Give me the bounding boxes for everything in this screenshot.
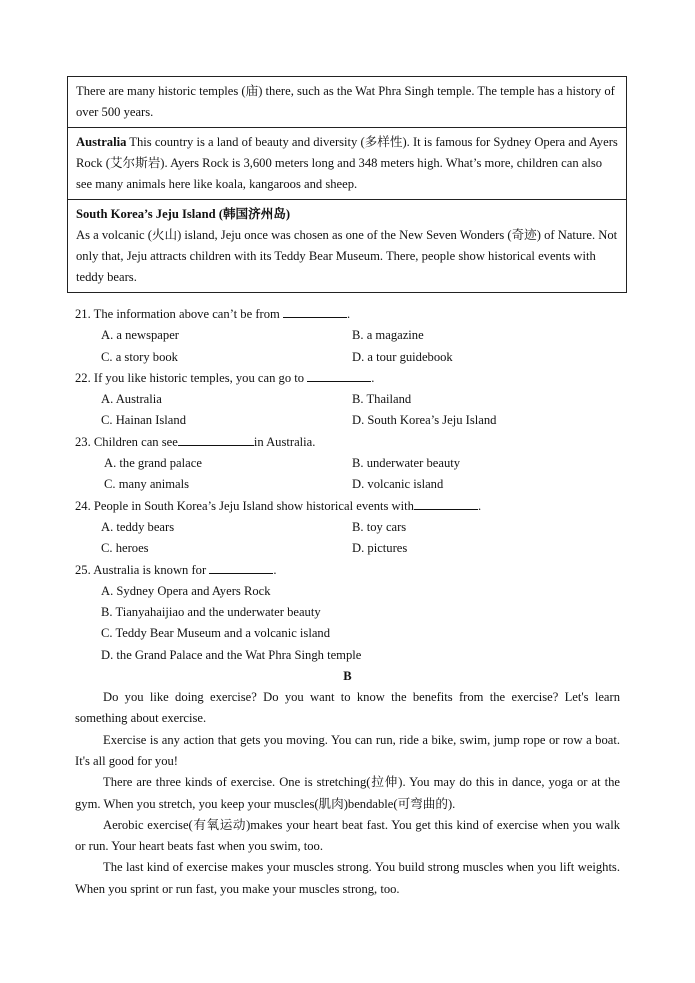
answer-blank: [209, 560, 273, 574]
question-21: [75, 304, 635, 325]
option-a: A. Sydney Opera and Ayers Rock: [101, 583, 271, 598]
option-c: C. Hainan Island: [101, 413, 186, 428]
option-a: A. the grand palace: [104, 456, 202, 471]
options-row: [75, 517, 635, 538]
passage-thailand-cell: [68, 77, 626, 127]
questions-area: [75, 304, 635, 900]
options-row: [75, 389, 635, 410]
question-stem: 21. The information above can’t be from: [75, 307, 283, 321]
section-b-paragraph: There are three kinds of exercise. One is stretching(拉伸). You may do this in dance, yoga or at the gym. When you stretch, you keep your muscles(肌肉)bendable(可弯曲的).: [75, 775, 620, 811]
passage-jeju-heading-cn: (韩国济州岛): [215, 207, 291, 221]
question-stem: 24. People in South Korea’s Jeju Island show historical events with: [75, 498, 414, 513]
passage-australia-heading: Australia: [76, 135, 127, 149]
question-25: [75, 560, 635, 581]
question-stem: 22. If you like historic temples, you can go to: [75, 370, 308, 385]
option-d: D. South Korea’s Jeju Island: [352, 413, 497, 428]
options-row: [75, 347, 635, 368]
option-b: B. a magazine: [352, 328, 424, 343]
section-b-paragraph: The last kind of exercise makes your muscles strong. You build strong muscles when you lift weights. When you sprint or run fast, you make your muscles strong, too.: [75, 860, 620, 896]
passage-australia-text: This country is a land of beauty and diversity (多样性). It is famous for Sydney Opera and Ayers Rock (艾尔斯岩). Ayers Rock is 3,600 meters long and 348 meters high. What’s more, children can also see many animals here like koala, kangaroos and sheep.: [76, 135, 618, 191]
question-22: [75, 368, 635, 389]
passage-australia-cell: [68, 127, 626, 199]
question-stem-end: .: [371, 370, 375, 385]
option-b: B. Tianyahaijiao and the underwater beauty: [101, 605, 321, 620]
passage-jeju-text: As a volcanic (火山) island, Jeju once was chosen as one of the New Seven Wonders (奇迹) of Nature. Not only that, Jeju attracts children with its Teddy Bear Museum. There, people show historical events with teddy bears.: [76, 228, 618, 284]
section-b-paragraph: Do you like doing exercise? Do you want to know the benefits from the exercise? Let's learn something about exercise.: [75, 690, 620, 726]
option-c: C. Teddy Bear Museum and a volcanic island: [101, 626, 331, 641]
section-b-heading: B: [343, 669, 352, 684]
question-stem-end: .: [273, 562, 277, 577]
options-row: [75, 474, 635, 495]
passage-jeju-heading: South Korea’s Jeju Island: [76, 207, 216, 221]
option-c: C. many animals: [104, 477, 189, 492]
option-d: D. pictures: [352, 541, 408, 556]
options-row: [75, 623, 635, 644]
option-b: B. Thailand: [352, 392, 412, 407]
option-d: D. a tour guidebook: [352, 349, 453, 364]
question-stem-end: .: [477, 498, 482, 513]
options-row: [75, 581, 635, 602]
question-24: [75, 496, 635, 517]
section-b-paragraph: Aerobic exercise(有氧运动)makes your heart beat fast. You get this kind of exercise when you walk or run. Your heart beats fast when you swim, too.: [75, 817, 620, 854]
passage-jeju-cell: [68, 199, 626, 292]
options-row: [75, 410, 635, 431]
option-b: B. toy cars: [352, 519, 407, 534]
reading-passage-box: [67, 76, 627, 293]
section-b-paragraph: Exercise is any action that gets you moving. You can run, ride a bike, swim, jump rope or row a boat. It's all good for you!: [75, 732, 620, 768]
options-row: [75, 602, 635, 623]
answer-blank: [283, 304, 347, 318]
option-b: B. underwater beauty: [352, 456, 461, 471]
question-stem: 23. Children can see: [75, 434, 178, 449]
answer-blank: [307, 368, 371, 382]
options-row: [75, 453, 635, 474]
options-row: [75, 538, 635, 559]
option-a: A. a newspaper: [101, 328, 179, 343]
option-c: C. heroes: [101, 541, 149, 556]
question-stem-end: in Australia.: [253, 434, 316, 449]
answer-blank: [414, 496, 478, 510]
question-23: [75, 432, 635, 453]
question-stem-end: .: [346, 307, 351, 321]
option-a: A. teddy bears: [101, 519, 175, 534]
option-a: A. Australia: [101, 392, 162, 407]
option-c: C. a story book: [101, 349, 178, 364]
question-stem: 25. Australia is known for: [75, 562, 210, 577]
passage-thailand-text: There are many historic temples (庙) there, such as the Wat Phra Singh temple. The temple has a history of over 500 years.: [76, 84, 615, 119]
answer-blank: [178, 432, 254, 446]
option-d: D. volcanic island: [352, 477, 444, 492]
options-row: [75, 325, 635, 346]
options-row: [75, 645, 635, 666]
option-d: D. the Grand Palace and the Wat Phra Singh temple: [101, 647, 362, 662]
